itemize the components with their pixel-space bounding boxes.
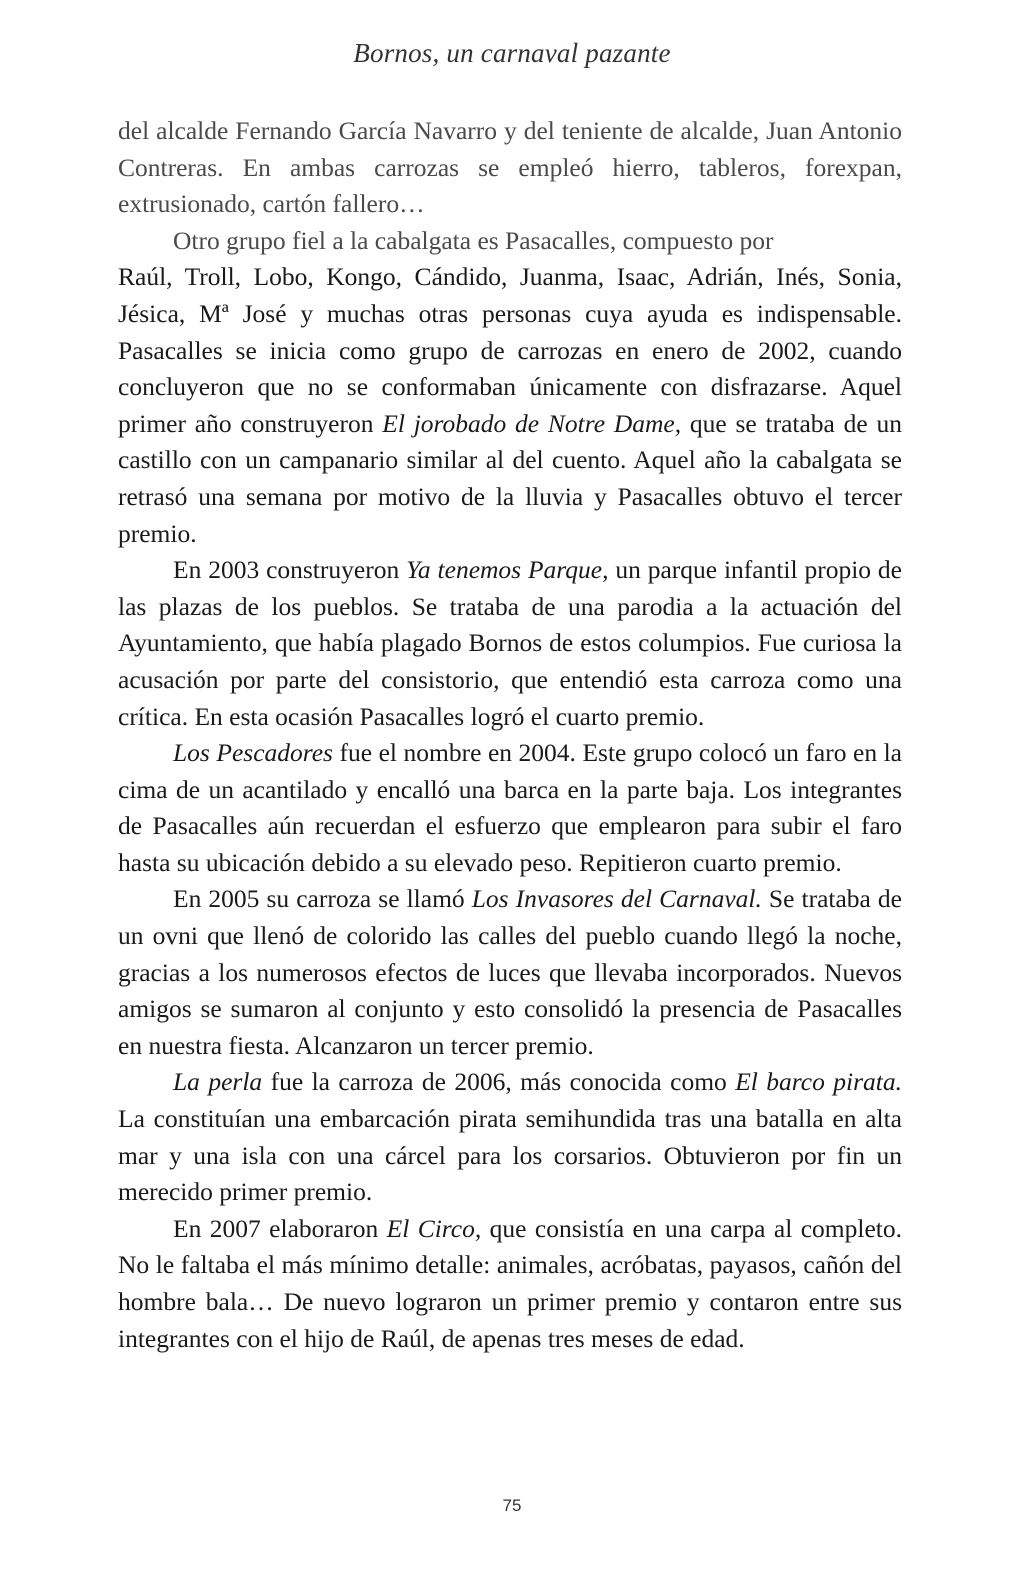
- work-title-perla: La perla: [173, 1067, 263, 1097]
- work-title-barco-pirata: El barco pirata.: [735, 1067, 902, 1097]
- work-title-circo: El Circo,: [386, 1213, 482, 1243]
- running-title: Bornos, un carnaval pazante: [353, 38, 671, 68]
- paragraph-4: [118, 735, 902, 881]
- paragraph-7-text-a: En 2007 elaboraron: [173, 1213, 387, 1243]
- paragraph-2: [118, 259, 902, 552]
- paragraph-1: del alcalde Fernando García Navarro y del teniente de alcalde, Juan Antonio Contreras. En ambas carrozas se empleó hierro, tableros, forexpan, extrusionado, cartón fallero…: [118, 116, 902, 219]
- paragraph-3: [118, 552, 902, 735]
- paragraph-6-text-b: La constituían una embarcación pirata semihundida tras una batalla en alta mar y una isla con una cárcel para los corsarios. Obtuvieron por fin un merecido primer premio.: [118, 1104, 902, 1207]
- paragraph-2-first-line: Otro grupo fiel a la cabalgata es Pasacalles, compuesto por: [173, 225, 774, 255]
- paragraph-3-text-b: un parque infantil propio de las plazas de los pueblos. Se trataba de una parodia a la actuación del Ayuntamiento, que había plagado Bornos de estos columpios. Fue curiosa la acusación por parte del consistorio, que entendió esta carroza como una crítica. En esta ocasión Pasacalles logró el cuarto premio.: [118, 555, 902, 731]
- body-text: [118, 113, 902, 1357]
- paragraph-2-text-a: Raúl, Troll, Lobo, Kongo, Cándido, Juanma, Isaac, Adrián, Inés, Sonia, Jésica, Mª José y muchas otras personas cuya ayuda es indispensable. Pasacalles se inicia como grupo de carrozas en enero de 2002, cuando concluyeron que no se conformaban únicamente con disfrazarse. Aquel primer año construyeron: [118, 262, 902, 438]
- paragraph-3-text-a: En 2003 construyeron: [173, 555, 407, 585]
- page-number: 75: [502, 1496, 522, 1515]
- paragraph-5-text-a: En 2005 su carroza se llamó: [173, 884, 472, 914]
- paragraph-6: [118, 1064, 902, 1210]
- work-title-jorobado: El jorobado de Notre Dame,: [382, 408, 682, 438]
- paragraph-6-text-a: fue la carroza de 2006, más conocida como: [262, 1067, 736, 1097]
- paragraph-2-text-b: que se trataba de un castillo con un campanario similar al del cuento. Aquel año la cabalgata se retrasó una semana por motivo de la lluvia y Pasacalles obtuvo el tercer premio.: [118, 408, 902, 548]
- paragraph-7-text-b: que consistía en una carpa al completo. No le faltaba el más mínimo detalle: animales, acróbatas, payasos, cañón del hombre bala… De nuevo lograron un primer premio y contaron entre sus integrantes con el hijo de Raúl, de apenas tres meses de edad.: [118, 1213, 902, 1353]
- paragraph-5: [118, 881, 902, 1064]
- paragraph-7: [118, 1211, 902, 1357]
- work-title-invasores: Los Invasores del Carnaval.: [471, 884, 762, 914]
- paragraph-5-text-b: Se trataba de un ovni que llenó de colorido las calles del pueblo cuando llegó la noche, gracias a los numerosos efectos de luces que llevaba incorporados. Nuevos amigos se sumaron al conjunto y esto consolidó la presencia de Pasacalles en nuestra fiesta. Alcanzaron un tercer premio.: [118, 884, 902, 1060]
- work-title-pescadores: Los Pescadores: [173, 738, 333, 768]
- work-title-parque: Ya tenemos Parque,: [406, 555, 609, 585]
- paragraph-4-text: fue el nombre en 2004. Este grupo colocó un faro en la cima de un acantilado y encalló una barca en la parte baja. Los integrantes de Pasacalles aún recuerdan el esfuerzo que emplearon para subir el faro hasta su ubicación debido a su elevado peso. Repitieron cuarto premio.: [118, 738, 902, 877]
